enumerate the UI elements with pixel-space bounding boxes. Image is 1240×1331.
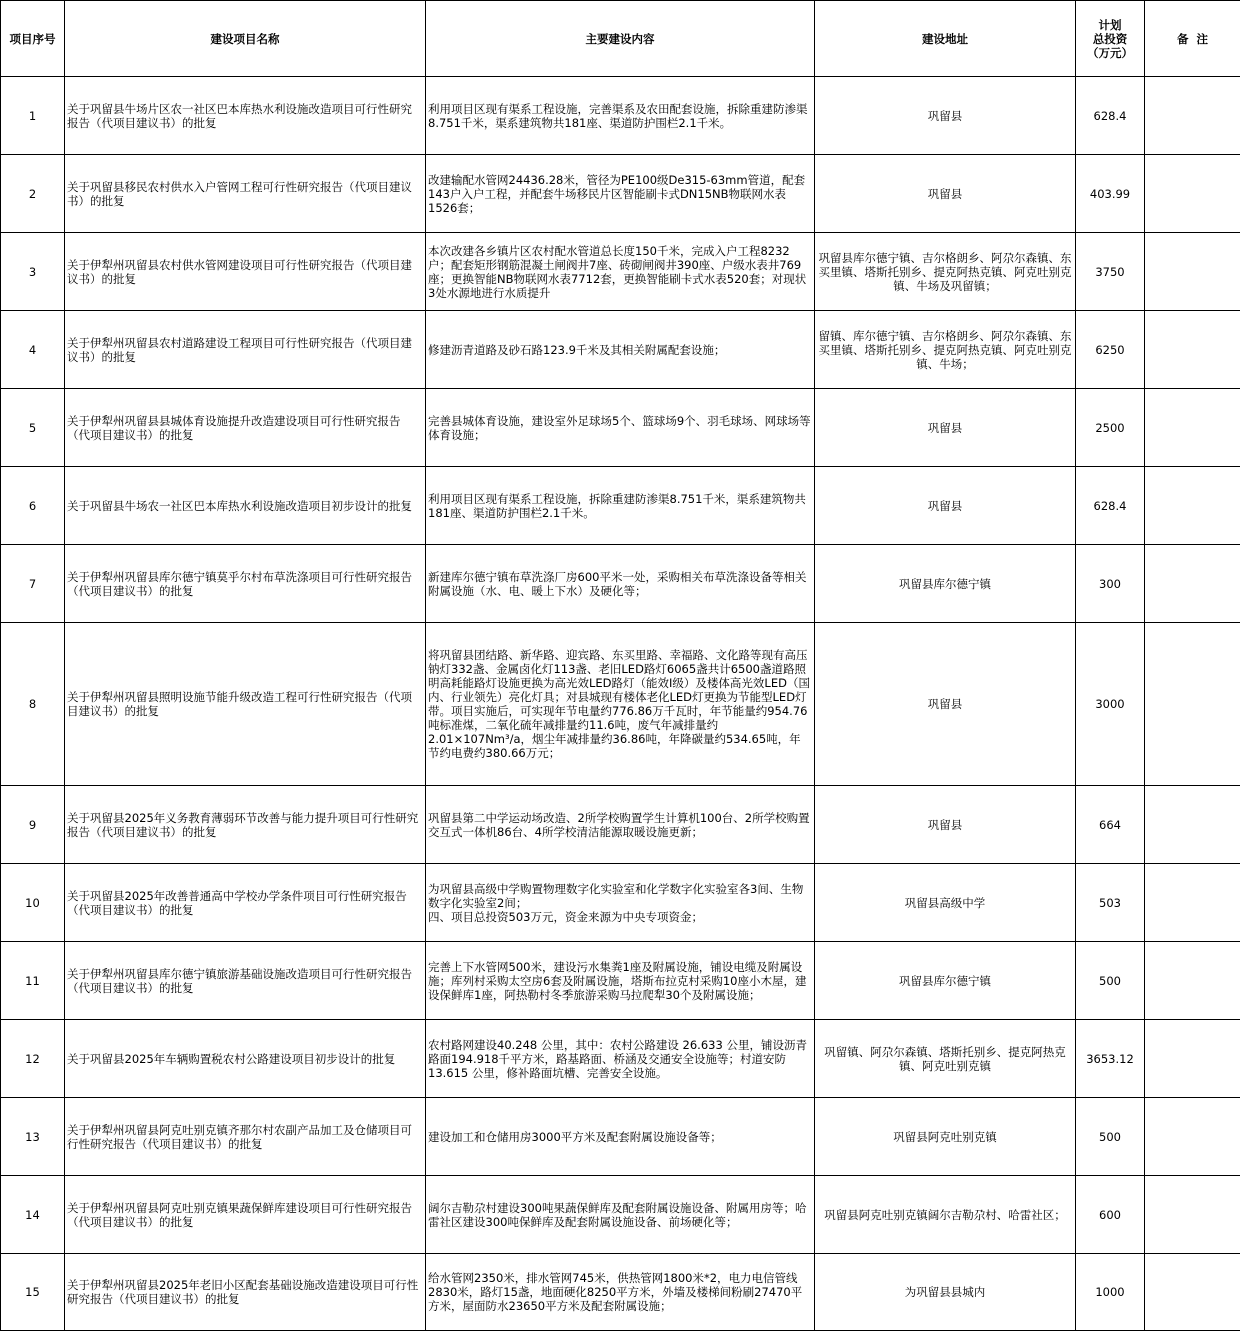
row-content: 修建沥青道路及砂石路123.9千米及其相关附属配套设施； bbox=[426, 311, 815, 389]
row-project-name: 关于巩留县2025年义务教育薄弱环节改善与能力提升项目可行性研究报告（代项目建议书）的批复 bbox=[65, 786, 426, 864]
row-investment: 2500 bbox=[1076, 389, 1145, 467]
row-location: 巩留县阿克吐别克镇 bbox=[815, 1098, 1076, 1176]
row-note bbox=[1145, 389, 1240, 467]
row-location: 巩留县库尔德宁镇 bbox=[815, 942, 1076, 1020]
row-investment: 500 bbox=[1076, 1098, 1145, 1176]
header-investment-line3: （万元） bbox=[1087, 45, 1133, 60]
header-seq: 项目序号 bbox=[1, 1, 65, 77]
row-note bbox=[1145, 864, 1240, 942]
row-investment: 3653.12 bbox=[1076, 1020, 1145, 1098]
row-location: 巩留县 bbox=[815, 155, 1076, 233]
row-seq: 11 bbox=[1, 942, 65, 1020]
table-row bbox=[1, 1098, 1240, 1176]
row-investment: 500 bbox=[1076, 942, 1145, 1020]
header-content: 主要建设内容 bbox=[426, 1, 815, 77]
row-investment: 403.99 bbox=[1076, 155, 1145, 233]
table-row bbox=[1, 786, 1240, 864]
header-note: 备 注 bbox=[1145, 1, 1240, 77]
row-seq: 1 bbox=[1, 77, 65, 155]
row-location: 巩留镇、阿尕尔森镇、塔斯托别乡、提克阿热克镇、阿克吐别克镇 bbox=[815, 1020, 1076, 1098]
table-row bbox=[1, 1020, 1240, 1098]
row-note bbox=[1145, 545, 1240, 623]
row-investment: 628.4 bbox=[1076, 467, 1145, 545]
row-investment: 3000 bbox=[1076, 623, 1145, 786]
row-project-name: 关于巩留县牛场片区农一社区巴本库热水利设施改造项目可行性研究报告（代项目建议书）的批复 bbox=[65, 77, 426, 155]
row-investment: 6250 bbox=[1076, 311, 1145, 389]
header-name: 建设项目名称 bbox=[65, 1, 426, 77]
row-note bbox=[1145, 942, 1240, 1020]
table-row bbox=[1, 77, 1240, 155]
header-investment-line2: 总投资 bbox=[1092, 31, 1128, 46]
row-note bbox=[1145, 467, 1240, 545]
table-row bbox=[1, 545, 1240, 623]
row-location: 巩留县阿克吐别克镇阔尔吉勒尕村、哈雷社区； bbox=[815, 1176, 1076, 1254]
table-row bbox=[1, 1176, 1240, 1254]
row-seq: 5 bbox=[1, 389, 65, 467]
row-content: 巩留县第二中学运动场改造、2所学校购置学生计算机100台、2所学校购置交互式一体机86台、4所学校清洁能源取暖设施更新； bbox=[426, 786, 815, 864]
row-note bbox=[1145, 233, 1240, 311]
row-project-name: 关于伊犁州巩留县库尔德宁镇莫乎尔村布草洗涤项目可行性研究报告（代项目建议书）的批复 bbox=[65, 545, 426, 623]
row-seq: 10 bbox=[1, 864, 65, 942]
row-content: 本次改建各乡镇片区农村配水管道总长度150千米，完成入户工程8232户；配套矩形钢筋混凝土闸阀井7座、砖砌闸阀井390座、户级水表井769座；更换智能NB物联网水表7712套，更换智能刷卡式水表520套；对现状3处水源地进行水质提升 bbox=[426, 233, 815, 311]
row-note bbox=[1145, 77, 1240, 155]
row-location: 巩留县 bbox=[815, 786, 1076, 864]
header-investment bbox=[1076, 1, 1145, 77]
row-content: 利用项目区现有渠系工程设施，拆除重建防渗渠8.751千米，渠系建筑物共181座、渠道防护围栏2.1千米。 bbox=[426, 467, 815, 545]
row-project-name: 关于巩留县2025年车辆购置税农村公路建设项目初步设计的批复 bbox=[65, 1020, 426, 1098]
row-project-name: 关于伊犁州巩留县阿克吐别克镇果蔬保鲜库建设项目可行性研究报告（代项目建议书）的批复 bbox=[65, 1176, 426, 1254]
row-seq: 3 bbox=[1, 233, 65, 311]
row-seq: 9 bbox=[1, 786, 65, 864]
row-seq: 13 bbox=[1, 1098, 65, 1176]
row-seq: 7 bbox=[1, 545, 65, 623]
row-location: 巩留县库尔德宁镇 bbox=[815, 545, 1076, 623]
row-project-name: 关于伊犁州巩留县农村供水管网建设项目可行性研究报告（代项目建议书）的批复 bbox=[65, 233, 426, 311]
row-location: 巩留县 bbox=[815, 389, 1076, 467]
row-project-name: 关于伊犁州巩留县农村道路建设工程项目可行性研究报告（代项目建议书）的批复 bbox=[65, 311, 426, 389]
row-note bbox=[1145, 786, 1240, 864]
row-note bbox=[1145, 1176, 1240, 1254]
row-note bbox=[1145, 155, 1240, 233]
table-row bbox=[1, 233, 1240, 311]
row-project-name: 关于伊犁州巩留县县城体育设施提升改造建设项目可行性研究报告（代项目建议书）的批复 bbox=[65, 389, 426, 467]
row-project-name: 关于伊犁州巩留县照明设施节能升级改造工程可行性研究报告（代项目建议书）的批复 bbox=[65, 623, 426, 786]
row-seq: 8 bbox=[1, 623, 65, 786]
table-row bbox=[1, 467, 1240, 545]
table-row bbox=[1, 623, 1240, 786]
table-row bbox=[1, 942, 1240, 1020]
row-content: 阔尔吉勒尕村建设300吨果蔬保鲜库及配套附属设施设备、附属用房等；哈雷社区建设300吨保鲜库及配套附属设施设备、前场硬化等； bbox=[426, 1176, 815, 1254]
row-project-name: 关于巩留县牛场农一社区巴本库热水利设施改造项目初步设计的批复 bbox=[65, 467, 426, 545]
row-content: 新建库尔德宁镇布草洗涤厂房600平米一处，采购相关布草洗涤设备等相关附属设施（水、电、暖上下水）及硬化等； bbox=[426, 545, 815, 623]
table-body bbox=[1, 77, 1240, 1331]
table-row bbox=[1, 389, 1240, 467]
row-project-name: 关于伊犁州巩留县阿克吐别克镇齐那尔村农副产品加工及仓储项目可行性研究报告（代项目建议书）的批复 bbox=[65, 1098, 426, 1176]
row-project-name: 关于巩留县2025年改善普通高中学校办学条件项目可行性研究报告（代项目建议书）的批复 bbox=[65, 864, 426, 942]
row-location: 留镇、库尔德宁镇、吉尔格朗乡、阿尕尔森镇、东买里镇、塔斯托别乡、提克阿热克镇、阿克吐别克镇、牛场； bbox=[815, 311, 1076, 389]
row-project-name: 关于伊犁州巩留县库尔德宁镇旅游基础设施改造项目可行性研究报告（代项目建议书）的批复 bbox=[65, 942, 426, 1020]
row-content: 将巩留县团结路、新华路、迎宾路、东买里路、幸福路、文化路等现有高压钠灯332盏、金属卤化灯113盏、老旧LED路灯6065盏共计6500盏道路照明高耗能路灯设施更换为高光效LED路灯（能效I级）及楼体高光效LED（国内、行业领先）亮化灯具；对县城现有楼体老化LED灯更换为节能型LED灯带。项目实施后，可实现年节电量约776.86万千瓦时，年节能量约954.76吨标准煤，二氧化硫年减排量约11.6吨，废气年减排量约2.01×107Nm³/a，烟尘年减排量约36.86吨，年降碳量约534.65吨，年节约电费约380.66万元； bbox=[426, 623, 815, 786]
row-seq: 14 bbox=[1, 1176, 65, 1254]
header-location: 建设地址 bbox=[815, 1, 1076, 77]
row-content: 完善上下水管网500米，建设污水集粪1座及附属设施，铺设电缆及附属设施；库列村采购太空房6套及附属设施，塔斯布拉克村采购10座小木屋，建设保鲜库1座，阿热勒村冬季旅游采购马拉爬犁30个及附属设施； bbox=[426, 942, 815, 1020]
row-seq: 4 bbox=[1, 311, 65, 389]
table-row bbox=[1, 1254, 1240, 1331]
row-project-name: 关于伊犁州巩留县2025年老旧小区配套基础设施改造建设项目可行性研究报告（代项目建议书）的批复 bbox=[65, 1254, 426, 1331]
row-content: 改建输配水管网24436.28米，管径为PE100级De315-63mm管道，配套143户入户工程，并配套牛场移民片区智能刷卡式DN15NB物联网水表1526套； bbox=[426, 155, 815, 233]
row-investment: 503 bbox=[1076, 864, 1145, 942]
row-location: 巩留县 bbox=[815, 623, 1076, 786]
row-investment: 664 bbox=[1076, 786, 1145, 864]
row-location: 为巩留县县城内 bbox=[815, 1254, 1076, 1331]
row-content: 建设加工和仓储用房3000平方米及配套附属设施设备等； bbox=[426, 1098, 815, 1176]
table-header-row bbox=[1, 1, 1240, 77]
row-investment: 3750 bbox=[1076, 233, 1145, 311]
row-location: 巩留县 bbox=[815, 467, 1076, 545]
row-content: 为巩留县高级中学购置物理数字化实验室和化学数字化实验室各3间、生物数字化实验室2间； 四、项目总投资503万元，资金来源为中央专项资金； bbox=[426, 864, 815, 942]
row-location: 巩留县高级中学 bbox=[815, 864, 1076, 942]
row-seq: 15 bbox=[1, 1254, 65, 1331]
row-investment: 1000 bbox=[1076, 1254, 1145, 1331]
row-investment: 628.4 bbox=[1076, 77, 1145, 155]
header-investment-line1: 计划 bbox=[1098, 17, 1122, 32]
row-note bbox=[1145, 623, 1240, 786]
table-row bbox=[1, 155, 1240, 233]
row-note bbox=[1145, 1098, 1240, 1176]
row-note bbox=[1145, 1020, 1240, 1098]
row-content: 完善县城体育设施，建设室外足球场5个、篮球场9个、羽毛球场、网球场等体育设施； bbox=[426, 389, 815, 467]
row-content: 给水管网2350米，排水管网745米，供热管网1800米*2，电力电信管线2830米，路灯15盏，地面硬化8250平方米，外墙及楼梯间粉刷27470平方米，屋面防水23650平方米及配套附属设施； bbox=[426, 1254, 815, 1331]
row-content: 农村路网建设40.248 公里，其中：农村公路建设 26.633 公里，铺设沥青路面194.918千平方米，路基路面、桥涵及交通安全设施等；村道安防 13.615 公里，修补路面坑槽、完善安全设施。 bbox=[426, 1020, 815, 1098]
row-seq: 2 bbox=[1, 155, 65, 233]
table-row bbox=[1, 311, 1240, 389]
row-note bbox=[1145, 1254, 1240, 1331]
row-note bbox=[1145, 311, 1240, 389]
row-seq: 12 bbox=[1, 1020, 65, 1098]
row-content: 利用项目区现有渠系工程设施，完善渠系及农田配套设施，拆除重建防渗渠8.751千米，渠系建筑物共181座、渠道防护围栏2.1千米。 bbox=[426, 77, 815, 155]
row-seq: 6 bbox=[1, 467, 65, 545]
row-investment: 600 bbox=[1076, 1176, 1145, 1254]
table-row bbox=[1, 864, 1240, 942]
row-investment: 300 bbox=[1076, 545, 1145, 623]
row-location: 巩留县库尔德宁镇、吉尔格朗乡、阿尕尔森镇、东买里镇、塔斯托别乡、提克阿热克镇、阿克吐别克镇、牛场及巩留镇； bbox=[815, 233, 1076, 311]
row-project-name: 关于巩留县移民农村供水入户管网工程可行性研究报告（代项目建议书）的批复 bbox=[65, 155, 426, 233]
row-location: 巩留县 bbox=[815, 77, 1076, 155]
